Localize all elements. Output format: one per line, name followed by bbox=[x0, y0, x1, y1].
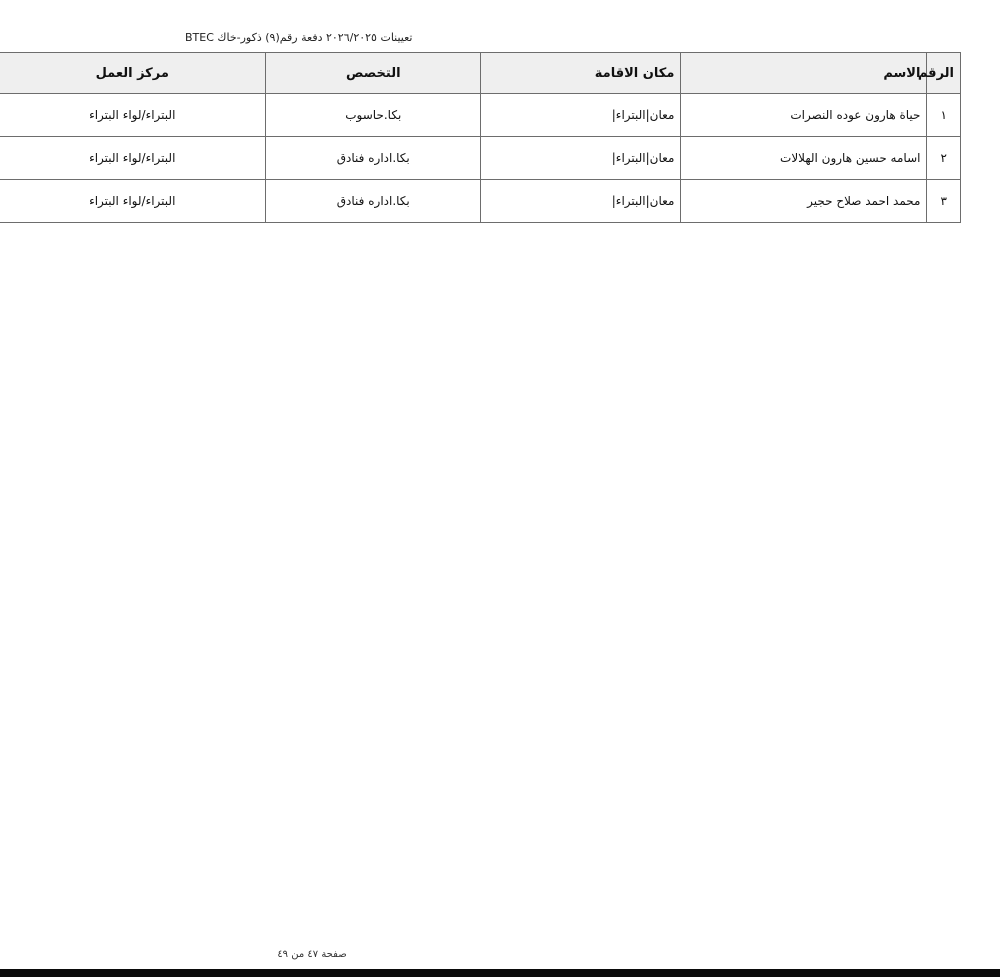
scan-bottom-edge bbox=[0, 969, 1000, 977]
cell-specialization: بكا.حاسوب bbox=[266, 94, 481, 137]
cell-specialization: بكا.اداره فنادق bbox=[266, 137, 481, 180]
cell-name: حياة هارون عوده النصرات bbox=[681, 94, 927, 137]
cell-specialization: بكا.اداره فنادق bbox=[266, 180, 481, 223]
document-title: تعيينات ٢٠٢٦/٢٠٢٥ دفعة رقم(٩) ذكور-خاك BTEC bbox=[185, 31, 413, 44]
header-residence: مكان الاقامة bbox=[481, 53, 681, 94]
header-name: الاسم bbox=[681, 53, 927, 94]
cell-name: اسامه حسين هارون الهلالات bbox=[681, 137, 927, 180]
cell-work-center: البتراء/لواء البتراء bbox=[0, 94, 266, 137]
header-number: الرقم bbox=[927, 53, 961, 94]
table-header-row bbox=[0, 53, 961, 94]
header-work-center: مركز العمل bbox=[0, 53, 266, 94]
cell-number: ٢ bbox=[927, 137, 961, 180]
page-number-footer: صفحة ٤٧ من ٤٩ bbox=[277, 949, 347, 960]
header-specialization: التخصص bbox=[266, 53, 481, 94]
table-row bbox=[0, 94, 961, 137]
appointments-table bbox=[0, 52, 961, 223]
cell-name: محمد احمد صلاح حجير bbox=[681, 180, 927, 223]
table-row bbox=[0, 137, 961, 180]
cell-residence: معان|البتراء| bbox=[481, 137, 681, 180]
cell-residence: معان|البتراء| bbox=[481, 94, 681, 137]
table-row bbox=[0, 180, 961, 223]
cell-residence: معان|البتراء| bbox=[481, 180, 681, 223]
cell-work-center: البتراء/لواء البتراء bbox=[0, 180, 266, 223]
cell-number: ٣ bbox=[927, 180, 961, 223]
cell-number: ١ bbox=[927, 94, 961, 137]
cell-work-center: البتراء/لواء البتراء bbox=[0, 137, 266, 180]
